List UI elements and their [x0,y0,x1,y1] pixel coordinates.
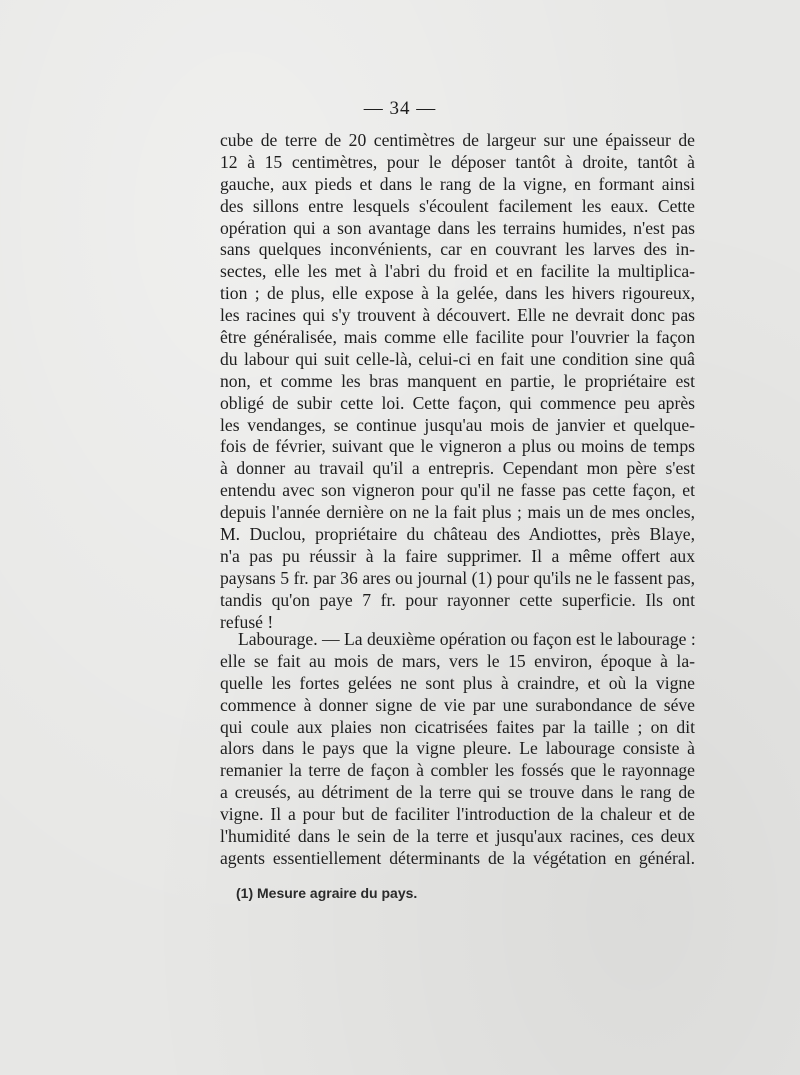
paragraph-1 [220,130,695,633]
text-line: opération qui a son avantage dans les terrains humides, n'est pas [220,217,695,238]
text-line: n'a pas pu réussir à la faire supprimer. Il a même offert aux [220,545,695,566]
text-line: paysans 5 fr. par 36 ares ou journal (1) pour qu'ils ne le fassent pas, [220,567,695,588]
text-line: remanier la terre de façon à combler les fossés que le rayonnage [220,760,695,781]
text-line: fois de février, suivant que le vigneron a plus ou moins de temps [220,436,695,457]
text-line: Labourage. — La deuxième opération ou façon est le labourage : [238,629,696,649]
text-line: agents essentiellement déterminants de la végétation en général. [220,847,695,868]
text-line: vigne. Il a pour but de faciliter l'introduction de la chaleur et de [220,804,695,825]
text-line: depuis l'année dernière on ne la fait plus ; mais un de mes oncles, [220,502,695,523]
text-line: qui coule aux plaies non cicatrisées faites par la taille ; on dit [220,716,695,737]
text-line: cube de terre de 20 centimètres de largeur sur une épaisseur de [220,130,695,150]
text-line: l'humidité dans le sein de la terre et jusqu'aux racines, ces deux [220,826,695,847]
text-line: 12 à 15 centimètres, pour le déposer tantôt à droite, tantôt à [220,151,695,172]
text-line: quelle les fortes gelées ne sont plus à craindre, et où la vigne [220,672,695,693]
footnote: (1) Mesure agraire du pays. [236,885,418,901]
text-line: commence à donner signe de vie par une surabondance de séve [220,694,695,715]
text-line: alors dans le pays que la vigne pleure. Le labourage consiste à [220,738,695,759]
text-line: sans quelques inconvénients, car en couvrant les larves des in- [220,239,695,260]
text-line: M. Duclou, propriétaire du château des Andiottes, près Blaye, [220,524,695,545]
text-line: refusé ! [220,611,274,632]
text-line: tion ; de plus, elle expose à la gelée, dans les hivers rigoureux, [220,283,695,304]
paragraph-2 [220,629,695,870]
text-line: tandis qu'on paye 7 fr. pour rayonner cette superficie. Ils ont [220,589,695,610]
text-line: les racines qui s'y trouvent à découvert. Elle ne devrait donc pas [220,305,695,326]
text-line: entendu avec son vigneron pour qu'il ne fasse pas cette façon, et [220,480,695,501]
text-line: elle se fait au mois de mars, vers le 15 environ, époque à la- [220,650,695,671]
text-line: les vendanges, se continue jusqu'au mois de janvier et quelque- [220,414,695,435]
text-line: non, et comme les bras manquent en partie, le propriétaire est [220,370,695,391]
text-line: des sillons entre lesquels s'écoulent facilement les eaux. Cette [220,195,695,216]
page-number: — 34 — [363,98,437,119]
text-line: a creusés, au détriment de la terre qui se trouve dans le rang de [220,782,695,803]
text-line: du labour qui suit celle-là, celui-ci en fait une condition sine quâ [220,348,695,369]
text-line: sectes, elle les met à l'abri du froid et en facilite la multiplica- [220,261,695,282]
text-line: obligé de subir cette loi. Cette façon, qui commence peu après [220,392,695,413]
text-line: gauche, aux pieds et dans le rang de la vigne, en formant ainsi [220,173,695,194]
text-line: être généralisée, mais comme elle facilite pour l'ouvrier la façon [220,327,695,348]
text-line: à donner au travail qu'il a entrepris. Cependant mon père s'est [220,458,695,479]
